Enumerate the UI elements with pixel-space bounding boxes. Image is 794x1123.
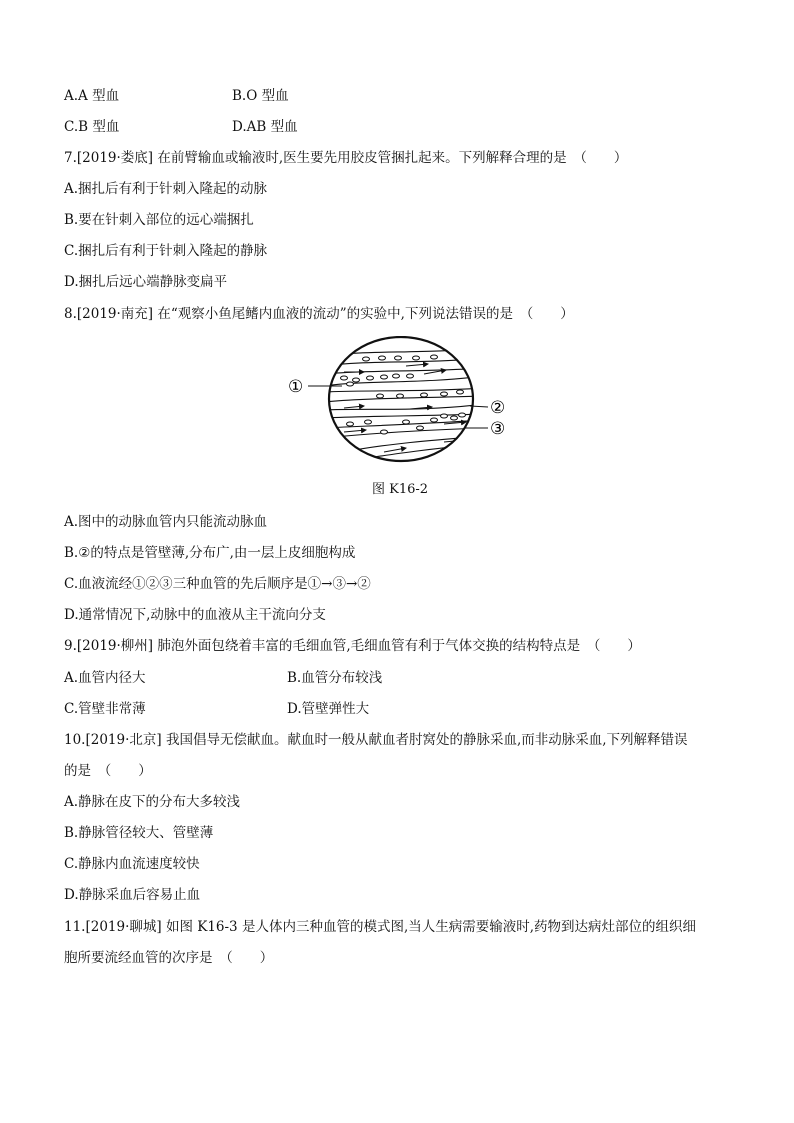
q10-stem-line2: 的是 （ ）: [64, 763, 152, 779]
q7-option-a: A.捆扎后有利于针刺入隆起的动脉: [64, 181, 268, 197]
q6-option-b: B.O 型血: [232, 88, 289, 104]
q11-stem-line1: 11.[2019·聊城] 如图 K16-3 是人体内三种血管的模式图,当人生病需要输液时,药物到达病灶部位的组织细: [64, 919, 697, 935]
q8-option-c: C.血液流经①②③三种血管的先后顺序是①→③→②: [64, 576, 371, 592]
q6-option-c: C.B 型血: [64, 119, 120, 135]
q7-option-d: D.捆扎后远心端静脉变扁平: [64, 274, 228, 290]
q9-stem: 9.[2019·柳州] 肺泡外面包绕着丰富的毛细血管,毛细血管有利于气体交换的结构特点是 （ ）: [64, 638, 641, 654]
q8-stem: 8.[2019·南充] 在“观察小鱼尾鳍内血液的流动”的实验中,下列说法错误的是 （ ）: [64, 306, 574, 322]
q9-option-d: D.管壁弹性大: [287, 701, 370, 717]
q9-option-b: B.血管分布较浅: [287, 670, 383, 686]
q7-stem: 7.[2019·娄底] 在前臂输血或输液时,医生要先用胶皮管捆扎起来。下列解释合理的是 （ ）: [64, 150, 628, 166]
q9-option-c: C.管壁非常薄: [64, 701, 146, 717]
fish-tail-blood-vessel-figure: [284, 336, 514, 466]
q8-option-b: B.②的特点是管壁薄,分布广,由一层上皮细胞构成: [64, 545, 356, 561]
figure-caption: 图 K16-2: [372, 482, 429, 497]
q10-option-c: C.静脉内血流速度较快: [64, 856, 200, 872]
q7-option-b: B.要在针刺入部位的远心端捆扎: [64, 212, 254, 228]
q7-option-c: C.捆扎后有利于针刺入隆起的静脉: [64, 243, 268, 259]
figure-label-1: ①: [288, 377, 304, 397]
q11-stem-line2: 胞所要流经血管的次序是 （ ）: [64, 950, 274, 966]
q9-option-a: A.血管内径大: [64, 670, 146, 686]
q8-option-d: D.通常情况下,动脉中的血液从主干流向分支: [64, 607, 326, 623]
figure-label-3: ③: [490, 419, 506, 439]
q10-option-a: A.静脉在皮下的分布大多较浅: [64, 794, 241, 810]
q10-stem-line1: 10.[2019·北京] 我国倡导无偿献血。献血时一般从献血者肘窝处的静脉采血,而非动脉采血,下列解释错误: [64, 732, 688, 748]
q6-option-a: A.A 型血: [64, 88, 120, 104]
q10-option-d: D.静脉采血后容易止血: [64, 887, 201, 903]
q8-option-a: A.图中的动脉血管内只能流动脉血: [64, 514, 268, 530]
q6-option-d: D.AB 型血: [232, 119, 298, 135]
q10-option-b: B.静脉管径较大、管壁薄: [64, 825, 214, 841]
figure-label-2: ②: [490, 398, 506, 418]
